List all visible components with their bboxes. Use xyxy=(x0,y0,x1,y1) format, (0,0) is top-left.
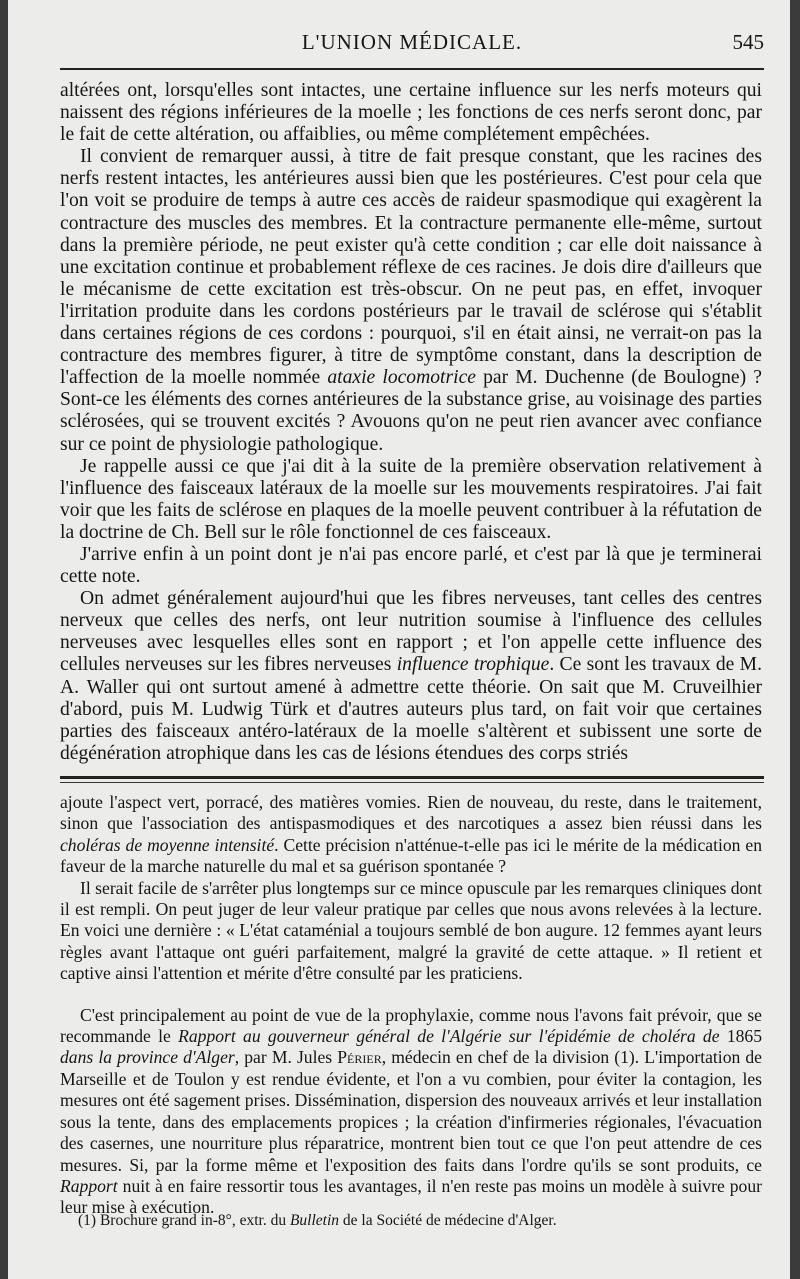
paragraph-4: J'arrive enfin à un point dont je n'ai pas encore parlé, et c'est par là que je terminerai cette note. xyxy=(60,543,762,588)
italic-term: Bulletin xyxy=(289,1212,340,1229)
author-name: Périer xyxy=(337,1047,382,1068)
main-text xyxy=(60,80,762,765)
note-paragraph-3: C'est principalement au point de vue de la prophylaxie, comme nous l'avons fait prévoir, que se recommande le Rapport au gouverneur général de l'Algérie sur l'épidémie de choléra de 1865 dans la province d'Alger, par M. Jules Périer, médecin en chef de la division (1). L'importation de Marseille et de Toulon y est rendue évidente, et l'on a vu combien, pour éviter la contagion, les mesures ont été sagement prises. Dissémination, dispersion des nouveaux arrivés et leur installation sous la tente, dans des emplacements propices ; la création d'infirmeries régionales, l'évacuation des casernes, une nourriture plus réparatrice, montrent bien tout ce que l'on peut attendre de ces mesures. Si, par la forme même et l'exposition des faits dans l'ordre qu'ils se sont produits, ce Rapport nuit à en faire ressortir tous les avantages, il n'en reste pas moins un modèle à suivre pour leur mise à exécution. xyxy=(60,1004,763,1218)
paragraph-5: On admet généralement aujourd'hui que les fibres nerveuses, tant celles des centres nerveux que celles des nerfs, ont leur nutrition soumise à l'influence des cellules nerveuses avec lesquelles elles sont en rapport ; et l'on appelle cette influence des cellules nerveuses sur les fibres nerveuses influence trophique. Ce sont les travaux de M. A. Waller qui ont surtout amené à admettre cette théorie. On sait que M. Cruveilhier d'abord, puis M. Ludwig Türk et d'autres auteurs plus tard, on fait voir que certaines parties des faisceaux antéro-latéraux de la moelle s'altèrent et subissent une sorte de dégénération atrophique dans les cas de lésions étendues des corps striés xyxy=(60,588,762,764)
feuilleton-text xyxy=(60,792,762,1219)
paragraph-gap xyxy=(60,985,762,1005)
section-divider xyxy=(60,776,764,779)
italic-term: ataxie locomotrice xyxy=(327,367,476,389)
paragraph-1: altérées ont, lorsqu'elles sont intactes, une certaine influence sur les nerfs moteurs qui naissent des régions inférieures de la moelle ; les fonctions de ces nerfs seront donc, par le fait de cette altération, ou affaiblies, ou même complétement empêchées. xyxy=(60,80,762,146)
journal-title: L'UNION MÉDICALE. xyxy=(301,30,523,54)
running-header xyxy=(60,30,764,60)
paragraph-3: Je rappelle aussi ce que j'ai dit à la suite de la première observation relativement à l'influence des faisceaux latéraux de la moelle sur les mouvements respiratoires. J'ai fait voir que les faits de sclérose en plaques de la moelle peuvent contribuer à la réfutation de la doctrine de Ch. Bell sur le rôle fonctionnel de ces faisceaux. xyxy=(60,455,762,543)
paragraph-2: Il convient de remarquer aussi, à titre de fait presque constant, que les racines des nerfs restent intactes, les antérieures aussi bien que les postérieures. C'est pour cela que l'on voit se produire de temps à autre ces accès de raideur spasmodique qui exagèrent la contracture des muscles des membres. Et la contracture permanente elle-même, surtout dans la première période, ne peut exister qu'à cette condition ; car elle doit naissance à une excitation continue et probablement réflexe de ces racines. Je dois dire d'ailleurs que le mécanisme de cette excitation est très-obscur. On ne peut pas, en effet, invoquer l'irritation produite dans les cordons postérieurs par le travail de sclérose qui s'établit dans certaines régions de ces cordons : pourquoi, s'il en était ainsi, ne verrait-on pas la contracture des membres figurer, à titre de symptôme constant, dans la description de l'affection de la moelle nommée ataxie locomotrice par M. Duchenne (de Boulogne) ? Sont-ce les éléments des cornes antérieures de la substance grise, au voisinage des parties sclérosées, qui se trouvent excités ? Avouons qu'on ne peut rien avancer avec confiance sur ce point de physiologie pathologique. xyxy=(60,146,762,455)
report-title: Rapport au gouverneur général de l'Algérie sur l'épidémie de choléra de xyxy=(178,1026,720,1047)
section-divider-thin xyxy=(60,782,764,783)
italic-term: Rapport xyxy=(60,1175,118,1196)
page xyxy=(8,0,790,1279)
page-number: 545 xyxy=(732,30,764,54)
italic-term: choléras de moyenne intensité xyxy=(60,834,275,855)
report-title-end: dans la province d'Alger xyxy=(60,1047,235,1068)
italic-term: influence trophique xyxy=(396,654,550,676)
footnote: (1) Brochure grand in-8°, extr. du Bulletin de la Société de médecine d'Alger. xyxy=(78,1212,557,1229)
header-rule xyxy=(60,68,764,70)
note-paragraph-1: ajoute l'aspect vert, porracé, des matières vomies. Rien de nouveau, du reste, dans le traitement, sinon que l'association des antispasmodiques et des narcotiques a assez bien réussi dans les choléras de moyenne intensité. Cette précision n'atténue-t-elle pas ici le mérite de la médication en faveur de la marche naturelle du mal et sa guérison spontanée ? xyxy=(60,792,762,877)
note-paragraph-2: Il serait facile de s'arrêter plus longtemps sur ce mince opuscule par les remarques cliniques dont il est rempli. On peut juger de leur valeur pratique par celles que nous avons relevées à la lecture. En voici une dernière : « L'état cataménial a toujours semblé de bon augure. 12 femmes ayant leurs règles avant l'attaque ont guéri parfaitement, malgré la gravité de cette attaque. » Il retient et captive ainsi l'attention et mérite d'être consulté par les praticiens. xyxy=(60,877,762,984)
